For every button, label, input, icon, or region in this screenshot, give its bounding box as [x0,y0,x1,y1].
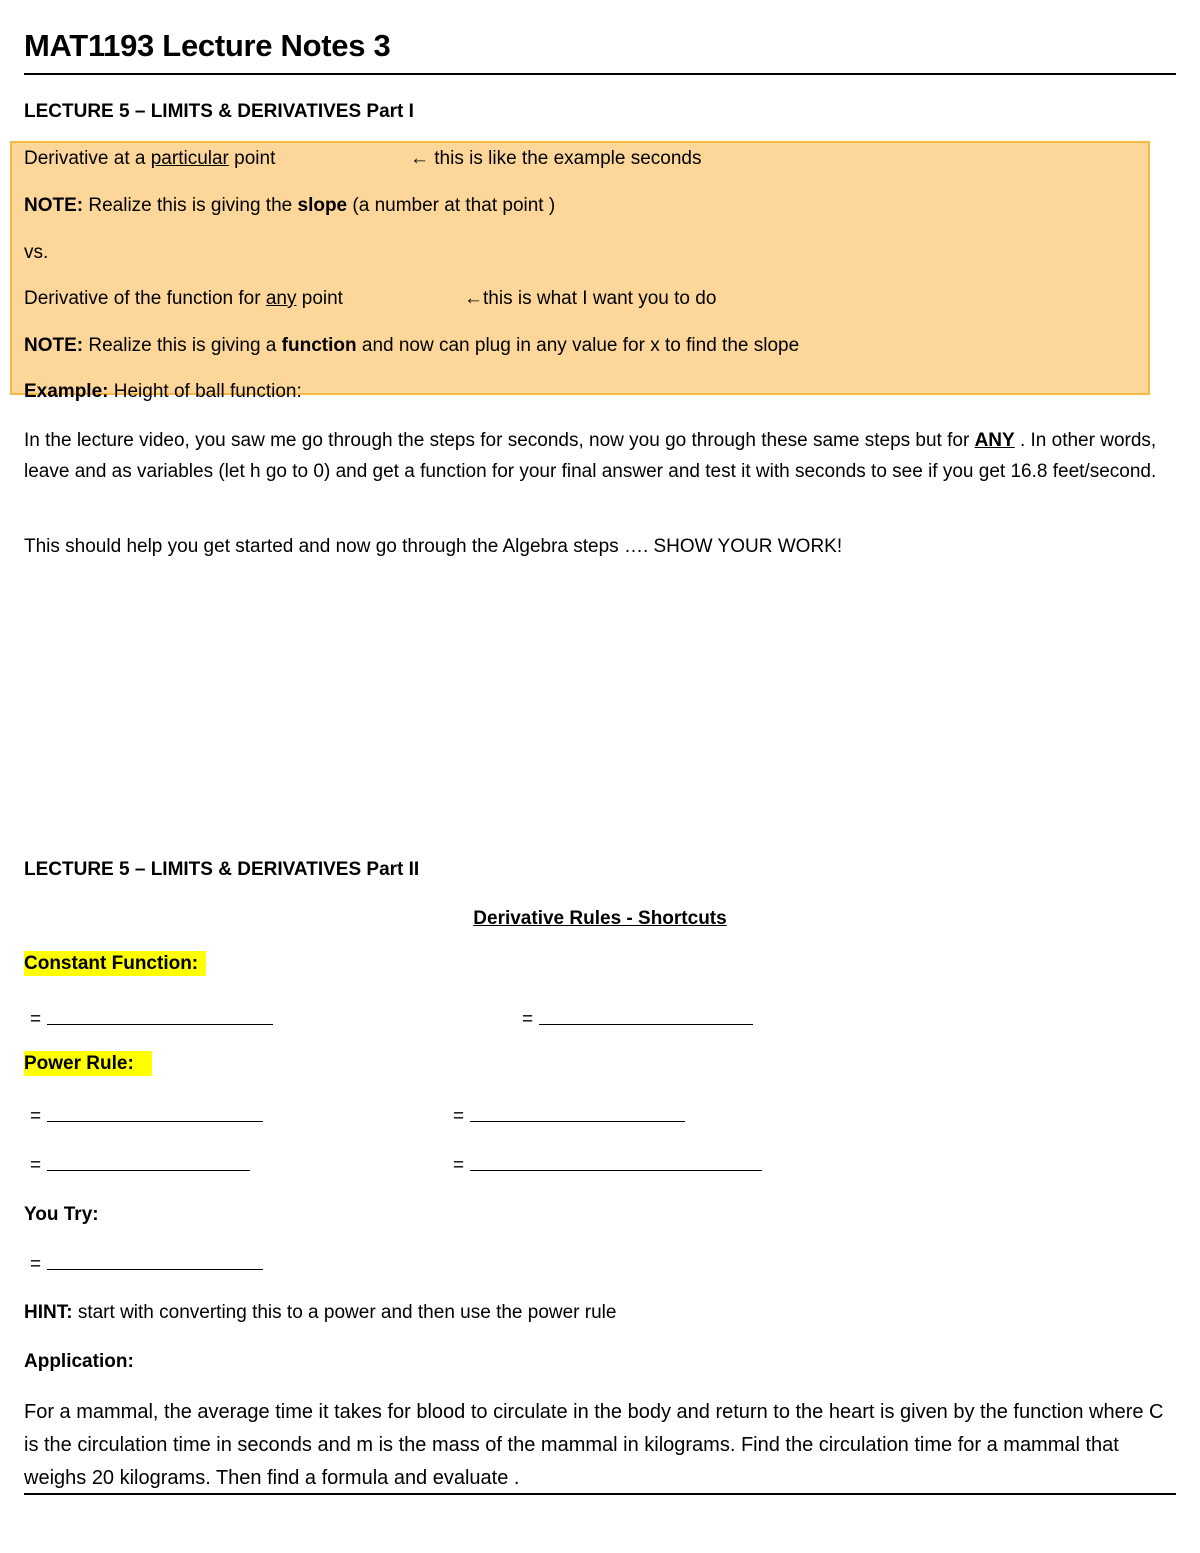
title-divider [24,73,1176,75]
box-line4-text: Derivative of the function for [24,288,266,309]
note-bold-word: function [281,335,357,356]
box-line-note-function [24,335,799,357]
constant-answer-2 [522,1009,753,1031]
page-title: MAT1193 Lecture Notes 3 [24,28,391,63]
constant-answer-1 [30,1009,273,1031]
box-line4-arrow-note: ←this is what I want you to do [464,288,717,309]
box-line1-arrow-note: ← this is like the example seconds [410,148,702,169]
equals-sign: = [453,1106,465,1127]
equals-sign: = [30,1106,42,1127]
example-text: Height of ball function: [108,381,302,402]
note-text: Realize this is giving a [83,335,282,356]
box-line-derivative-any [24,288,343,310]
application-paragraph: For a mammal, the average time it takes for blood to circulate in the body and return to the heart is given by the function where C is the circulation time in seconds and m is the mass of the mammal in kilograms. Find the circulation time for a mammal that weighs 20 kilograms. Then find a formula and evaluate . [24,1401,1164,1489]
box-line1-text-end: point [228,148,276,169]
box-line1-text: Derivative at a [24,148,151,169]
power-answer-1 [30,1106,263,1128]
power-answer-4 [453,1155,762,1177]
answer-blank[interactable] [539,1009,753,1025]
part2-heading: LECTURE 5 – LIMITS & DERIVATIVES Part II [24,859,420,880]
power-answer-2 [453,1106,685,1128]
note-text: Realize this is giving the [83,195,298,216]
constant-function-label [24,953,206,975]
note-label: NOTE: [24,335,84,356]
power-rule-label [24,1053,152,1075]
note-label: NOTE: [24,195,84,216]
you-try-label: You Try: [24,1204,99,1225]
you-try-answer [30,1254,263,1276]
instructions-paragraph [24,425,1174,487]
equals-sign: = [30,1254,42,1275]
equals-sign: = [453,1155,465,1176]
answer-blank[interactable] [47,1254,263,1270]
power-answer-3 [30,1155,250,1177]
box-line-derivative-particular [24,148,275,170]
example-label: Example: [24,381,109,402]
equals-sign: = [30,1155,42,1176]
equals-sign: = [522,1009,534,1030]
instructions-text: In the lecture video, you saw me go through the steps for seconds, now you go through these same steps but for [24,430,975,451]
answer-blank[interactable] [47,1106,263,1122]
box-line4-text-end: point [296,288,343,309]
hint-line [24,1302,616,1324]
answer-blank[interactable] [470,1106,685,1122]
show-work-paragraph: This should help you get started and now go through the Algebra steps …. SHOW YOUR WORK! [24,536,843,557]
note-text-end: and now can plug in any value for x to find the slope [356,335,800,356]
hint-text: start with converting this to a power and then use the power rule [72,1302,617,1323]
box-line-example [24,381,302,403]
application-label: Application: [24,1351,134,1372]
answer-blank[interactable] [47,1009,273,1025]
answer-blank[interactable] [47,1155,250,1171]
box-line-vs: vs. [24,242,49,263]
box-line4-underlined: any [265,288,297,309]
answer-blank[interactable] [470,1155,762,1171]
note-text-end: (a number at that point ) [347,195,556,216]
part1-heading: LECTURE 5 – LIMITS & DERIVATIVES Part I [24,101,414,122]
box-line1-underlined: particular [150,148,229,169]
hint-label: HINT: [24,1302,73,1323]
instructions-any: ANY [974,430,1015,451]
derivative-rules-title: Derivative Rules - Shortcuts [473,908,727,929]
note-bold-word: slope [297,195,348,216]
instructions-text-end: . In other words, leave and as variables (let h go to 0) and get a function for your final answer and test it with seconds to see if you get 16.8 feet/second. [24,430,1157,482]
constant-function-highlight: Constant Function: [24,951,206,976]
bottom-divider [24,1493,1176,1495]
box-line-note-slope [24,195,555,217]
equals-sign: = [30,1009,42,1030]
power-rule-highlight: Power Rule: [24,1051,152,1076]
